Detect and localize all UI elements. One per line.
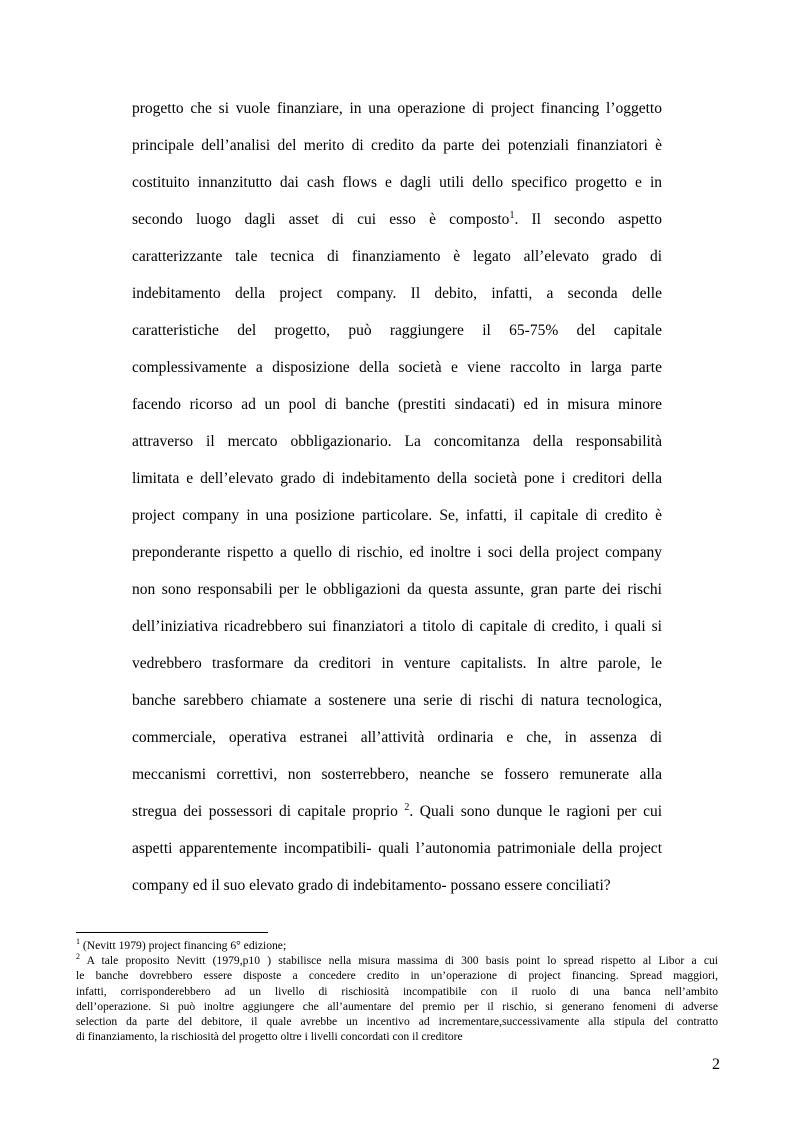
- body-text: [132, 90, 662, 904]
- body-line: project company in una posizione particolare. Se, infatti, il capitale di credito è: [132, 507, 662, 524]
- footnote-2-line: dell’operazione. Si può inoltre aggiungere che all’aumentare del premio per il rischio, si generano fenomeni di adverse: [76, 999, 718, 1013]
- body-line: meccanismi correttivi, non sosterrebbero, neanche se fossero remunerate alla: [132, 766, 662, 783]
- body-line-tail: . Il secondo aspetto: [514, 211, 662, 228]
- body-line: attraverso il mercato obbligazionario. La concomitanza della responsabilità: [132, 433, 662, 450]
- body-line: caratteristiche del progetto, può raggiungere il 65-75% del capitale: [132, 322, 662, 339]
- body-line: dell’iniziativa ricadrebbero sui finanziatori a titolo di capitale di credito, i quali si: [132, 618, 662, 635]
- body-line: preponderante rispetto a quello di rischio, ed inoltre i soci della project company: [132, 544, 662, 561]
- body-line: complessivamente a disposizione della società e viene raccolto in larga parte: [132, 359, 662, 376]
- body-line: [132, 201, 662, 238]
- body-line: commerciale, operativa estranei all’attività ordinaria e che, in assenza di: [132, 729, 662, 746]
- body-line: limitata e dell’elevato grado di indebitamento della società pone i creditori della: [132, 470, 662, 487]
- body-line: banche sarebbero chiamate a sostenere una serie di rischi di natura tecnologica,: [132, 692, 662, 709]
- footnote-2-line: le banche dovrebbero essere disposte a concedere credito in un’operazione di project financing. Spread maggiori,: [76, 969, 718, 983]
- footnote-ref-2: 2: [404, 801, 410, 813]
- body-line: company ed il suo elevato grado di indebitamento- possano essere conciliati?: [132, 877, 611, 894]
- body-line: costituito innanzitutto dai cash flows e dagli utili dello specifico progetto e in: [132, 174, 662, 191]
- footnote-2-line: di finanziamento, la rischiosità del progetto oltre i livelli concordati con il creditore: [76, 1030, 463, 1044]
- body-line-text: secondo luogo dagli asset di cui esso è composto: [132, 211, 510, 228]
- body-line-text: stregua dei possessori di capitale proprio: [132, 803, 405, 820]
- body-line: indebitamento della project company. Il debito, infatti, a seconda delle: [132, 285, 662, 302]
- footnote-1: [76, 938, 718, 953]
- footnote-2-line: [76, 953, 718, 968]
- footnotes: [76, 938, 718, 1044]
- body-line: facendo ricorso ad un pool di banche (prestiti sindacati) ed in misura minore: [132, 396, 662, 413]
- body-line-tail: . Quali sono dunque le ragioni per cui: [409, 803, 662, 820]
- body-line: [132, 793, 662, 830]
- footnote-2-line: infatti, corrisponderebbero ad un livello di rischiosità incompatibile con il ruolo di una banca nell’ambito: [76, 984, 718, 998]
- footnote-2-marker: 2: [76, 952, 80, 962]
- footnote-2-line: selection da parte del debitore, il quale avrebbe un incentivo ad incrementare,successivamente alla stipula del contratto: [76, 1015, 718, 1029]
- footnote-1-marker: 1: [76, 937, 80, 947]
- body-line: caratterizzante tale tecnica di finanziamento è legato all’elevato grado di: [132, 248, 662, 265]
- body-line: progetto che si vuole finanziare, in una operazione di project financing l’oggetto: [132, 100, 662, 117]
- footnote-2-text: A tale proposito Nevitt (1979,p10 ) stabilisce nella misura massima di 300 basis point lo spread rispetto al Libor a cui: [80, 954, 718, 968]
- body-line: aspetti apparentemente incompatibili- quali l’autonomia patrimoniale della project: [132, 840, 662, 857]
- body-line: vedrebbero trasformare da creditori in venture capitalists. In altre parole, le: [132, 655, 662, 672]
- footnote-1-text: (Nevitt 1979) project financing 6° edizione;: [80, 939, 287, 952]
- footnote-separator: [76, 932, 268, 933]
- page-number: 2: [712, 1056, 720, 1073]
- body-line: principale dell’analisi del merito di credito da parte dei potenziali finanziatori è: [132, 137, 662, 154]
- body-line: non sono responsabili per le obbligazioni da questa assunte, gran parte dei rischi: [132, 581, 662, 598]
- footnote-ref-1: 1: [509, 209, 515, 221]
